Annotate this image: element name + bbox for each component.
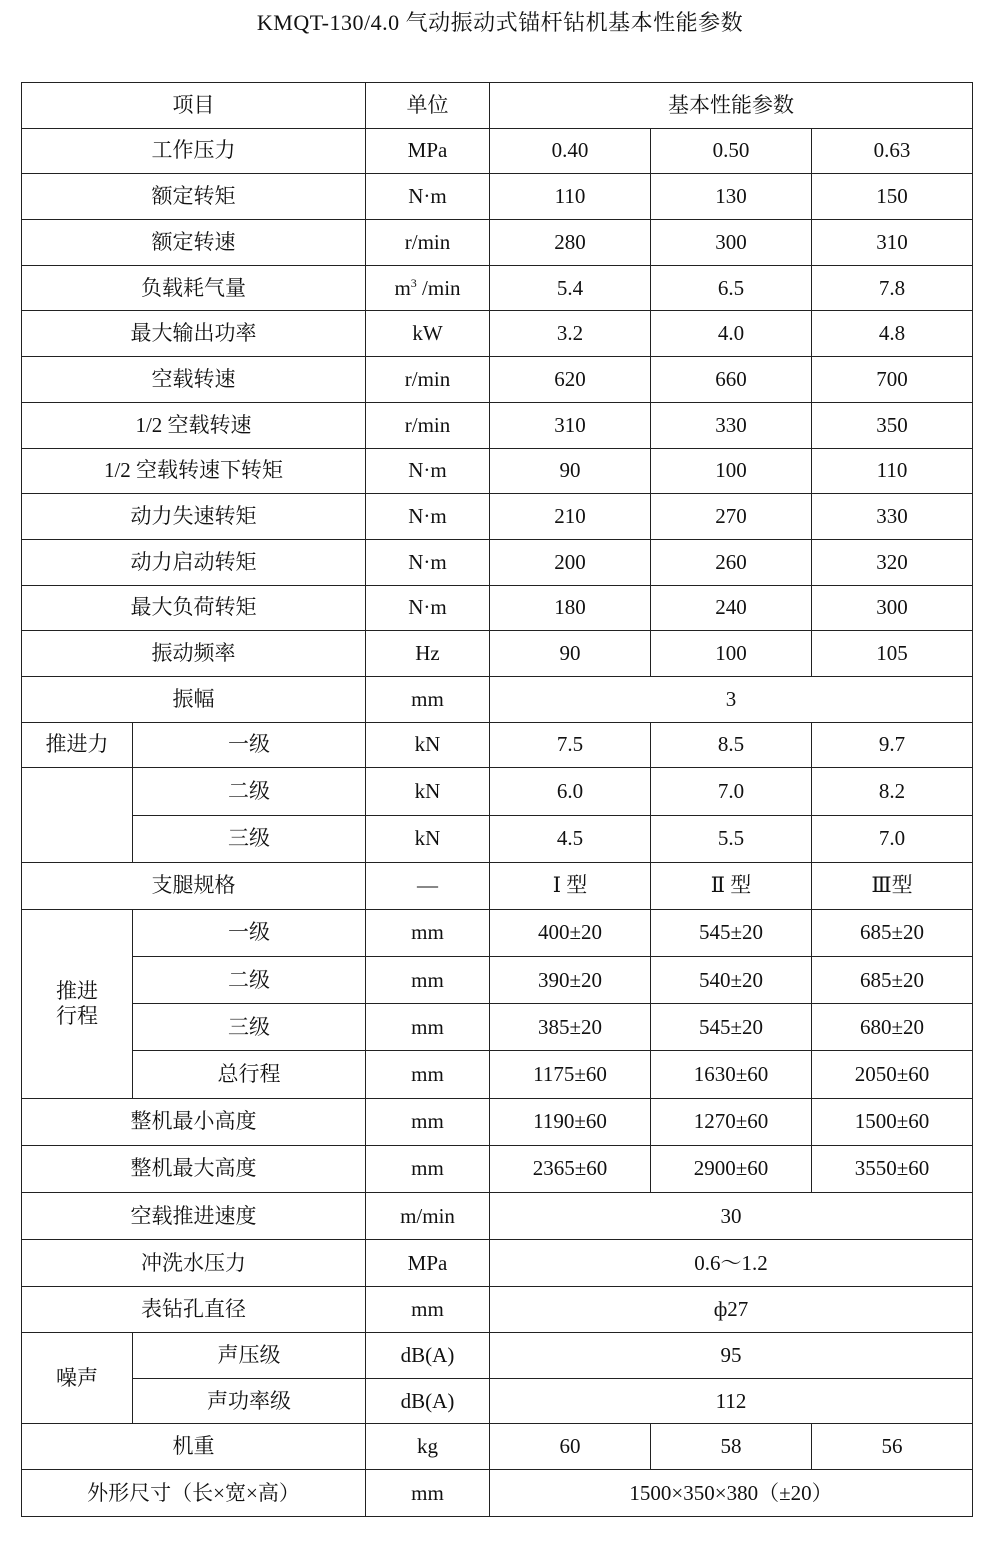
header-row: [22, 83, 973, 129]
row-value: 300: [651, 220, 812, 266]
row-value: 620: [490, 357, 651, 403]
row-sublabel: 声功率级: [133, 1378, 366, 1424]
row-label: 机重: [22, 1424, 366, 1470]
row-unit: MPa: [366, 1240, 490, 1287]
row-label: 外形尺寸（长×宽×高）: [22, 1470, 366, 1517]
row-value: Ⅰ 型: [490, 862, 651, 909]
row-value: 330: [651, 402, 812, 448]
group-label-line: 推进: [56, 978, 98, 1003]
row-unit: r/min: [366, 402, 490, 448]
row-value: 95: [490, 1333, 973, 1379]
table-row: [22, 128, 973, 174]
row-value: 90: [490, 448, 651, 494]
row-sublabel: 一级: [133, 909, 366, 956]
group-label-line: 行程: [56, 1003, 98, 1028]
row-label: 最大输出功率: [22, 311, 366, 357]
row-value: 8.5: [651, 722, 812, 768]
row-value: 300: [812, 585, 973, 631]
row-value: 60: [490, 1424, 651, 1470]
table-row: [22, 631, 973, 677]
table-row: [22, 1193, 973, 1240]
row-unit: dB(A): [366, 1378, 490, 1424]
row-label: 空载推进速度: [22, 1193, 366, 1240]
row-value: 7.8: [812, 265, 973, 311]
row-value: 700: [812, 357, 973, 403]
unit-superscript: 3: [410, 275, 417, 290]
row-value: 330: [812, 494, 973, 540]
row-value: 685±20: [812, 957, 973, 1004]
row-sublabel: 总行程: [133, 1051, 366, 1098]
row-value: 210: [490, 494, 651, 540]
table-row: [22, 722, 973, 768]
row-value: 240: [651, 585, 812, 631]
row-unit: mm: [366, 676, 490, 722]
row-value: 6.0: [490, 768, 651, 815]
row-label: 振动频率: [22, 631, 366, 677]
row-unit: mm: [366, 1051, 490, 1098]
group-label-stroke: [22, 909, 133, 1098]
row-value: ф27: [490, 1287, 973, 1333]
row-value: 6.5: [651, 265, 812, 311]
table-row: [22, 539, 973, 585]
row-value: 5.5: [651, 815, 812, 862]
row-value: 545±20: [651, 1004, 812, 1051]
table-row: [22, 494, 973, 540]
row-label: 振幅: [22, 676, 366, 722]
row-value: 0.6～1.2: [490, 1240, 973, 1287]
table-row: [22, 1424, 973, 1470]
row-value: 390±20: [490, 957, 651, 1004]
row-value: 385±20: [490, 1004, 651, 1051]
row-value: 4.5: [490, 815, 651, 862]
row-unit: N·m: [366, 539, 490, 585]
page-title: KMQT-130/4.0 气动振动式锚杆钻机基本性能参数: [256, 10, 744, 35]
row-value: 7.0: [651, 768, 812, 815]
row-sublabel: 三级: [133, 1004, 366, 1051]
group-label-thrust: 推进力: [22, 722, 133, 768]
row-value: 320: [812, 539, 973, 585]
row-unit: mm: [366, 1004, 490, 1051]
header-params: 基本性能参数: [490, 83, 973, 129]
row-value: 1630±60: [651, 1051, 812, 1098]
row-label: 最大负荷转矩: [22, 585, 366, 631]
row-label: 1/2 空载转速下转矩: [22, 448, 366, 494]
table-row: [22, 1051, 973, 1098]
row-value: 200: [490, 539, 651, 585]
row-label: 1/2 空载转速: [22, 402, 366, 448]
row-value: 1500×350×380（±20）: [490, 1470, 973, 1517]
table-row: [22, 402, 973, 448]
row-unit: mm: [366, 1470, 490, 1517]
row-value: 1175±60: [490, 1051, 651, 1098]
row-label: 额定转速: [22, 220, 366, 266]
row-value: 2050±60: [812, 1051, 973, 1098]
table-row: [22, 768, 973, 815]
row-value: 1270±60: [651, 1098, 812, 1145]
row-value: 150: [812, 174, 973, 220]
row-unit: N·m: [366, 448, 490, 494]
row-value: 110: [490, 174, 651, 220]
row-sublabel: 一级: [133, 722, 366, 768]
row-value: 1190±60: [490, 1098, 651, 1145]
table-row: [22, 1145, 973, 1192]
row-value: 105: [812, 631, 973, 677]
row-value: 112: [490, 1378, 973, 1424]
row-label: 整机最大高度: [22, 1145, 366, 1192]
row-sublabel: 声压级: [133, 1333, 366, 1379]
row-unit: kg: [366, 1424, 490, 1470]
table-row: [22, 220, 973, 266]
table-row: [22, 862, 973, 909]
row-value: 4.0: [651, 311, 812, 357]
table-row: [22, 1098, 973, 1145]
row-unit: mm: [366, 909, 490, 956]
table-row: [22, 1004, 973, 1051]
table-row: [22, 357, 973, 403]
row-value: 7.5: [490, 722, 651, 768]
row-unit: m/min: [366, 1193, 490, 1240]
table-row: [22, 957, 973, 1004]
row-unit: mm: [366, 1287, 490, 1333]
row-sublabel: 二级: [133, 957, 366, 1004]
row-value: 2365±60: [490, 1145, 651, 1192]
header-unit: 单位: [366, 83, 490, 129]
row-value: 310: [490, 402, 651, 448]
row-value: 540±20: [651, 957, 812, 1004]
row-value: 400±20: [490, 909, 651, 956]
group-empty-cell: [22, 768, 133, 862]
row-value: 0.63: [812, 128, 973, 174]
row-value: 130: [651, 174, 812, 220]
table-row: [22, 265, 973, 311]
row-label: 支腿规格: [22, 862, 366, 909]
table-row: [22, 1287, 973, 1333]
row-value: 3.2: [490, 311, 651, 357]
row-unit: Hz: [366, 631, 490, 677]
spec-table: [21, 82, 973, 1517]
row-value: 58: [651, 1424, 812, 1470]
row-value: 310: [812, 220, 973, 266]
unit-base: m: [394, 275, 411, 300]
row-value: 680±20: [812, 1004, 973, 1051]
row-value: 7.0: [812, 815, 973, 862]
row-value: 280: [490, 220, 651, 266]
table-row: [22, 909, 973, 956]
row-value: 5.4: [490, 265, 651, 311]
row-unit: mm: [366, 957, 490, 1004]
row-unit: N·m: [366, 585, 490, 631]
row-value: 56: [812, 1424, 973, 1470]
row-value: 100: [651, 448, 812, 494]
table-row: [22, 174, 973, 220]
row-unit: r/min: [366, 357, 490, 403]
row-label: 负载耗气量: [22, 265, 366, 311]
row-sublabel: 二级: [133, 768, 366, 815]
row-unit: r/min: [366, 220, 490, 266]
row-unit: mm: [366, 1098, 490, 1145]
row-unit: dB(A): [366, 1333, 490, 1379]
unit-rest: /min: [416, 275, 461, 300]
row-label: 动力失速转矩: [22, 494, 366, 540]
table-row: [22, 1240, 973, 1287]
row-value: 0.50: [651, 128, 812, 174]
row-label: 额定转矩: [22, 174, 366, 220]
row-label: 工作压力: [22, 128, 366, 174]
group-label-noise: 噪声: [22, 1333, 133, 1424]
table-row: [22, 311, 973, 357]
row-sublabel: 三级: [133, 815, 366, 862]
row-value: 260: [651, 539, 812, 585]
row-unit: mm: [366, 1145, 490, 1192]
table-row: [22, 815, 973, 862]
row-value: 350: [812, 402, 973, 448]
row-unit: kW: [366, 311, 490, 357]
row-value: 685±20: [812, 909, 973, 956]
row-unit: N·m: [366, 174, 490, 220]
row-value: 2900±60: [651, 1145, 812, 1192]
row-label: 整机最小高度: [22, 1098, 366, 1145]
row-unit: kN: [366, 722, 490, 768]
row-unit: N·m: [366, 494, 490, 540]
row-value: 110: [812, 448, 973, 494]
row-value: 0.40: [490, 128, 651, 174]
row-value: 30: [490, 1193, 973, 1240]
row-unit: MPa: [366, 128, 490, 174]
row-value: 3: [490, 676, 973, 722]
table-row: [22, 676, 973, 722]
row-value: 180: [490, 585, 651, 631]
row-value: Ⅲ型: [812, 862, 973, 909]
table-row: [22, 585, 973, 631]
row-unit: —: [366, 862, 490, 909]
row-value: 270: [651, 494, 812, 540]
row-value: 90: [490, 631, 651, 677]
table-row: [22, 1470, 973, 1517]
table-row: [22, 448, 973, 494]
table-row: [22, 1333, 973, 1379]
row-value: 9.7: [812, 722, 973, 768]
header-item: 项目: [22, 83, 366, 129]
row-value: 100: [651, 631, 812, 677]
row-value: 8.2: [812, 768, 973, 815]
row-unit: kN: [366, 768, 490, 815]
row-value: 4.8: [812, 311, 973, 357]
row-value: 660: [651, 357, 812, 403]
row-label: 冲洗水压力: [22, 1240, 366, 1287]
row-label: 空载转速: [22, 357, 366, 403]
row-value: 545±20: [651, 909, 812, 956]
table-row: [22, 1378, 973, 1424]
row-label: 表钻孔直径: [22, 1287, 366, 1333]
row-unit: [366, 265, 490, 311]
row-value: 3550±60: [812, 1145, 973, 1192]
row-unit: kN: [366, 815, 490, 862]
row-label: 动力启动转矩: [22, 539, 366, 585]
row-value: 1500±60: [812, 1098, 973, 1145]
row-value: Ⅱ 型: [651, 862, 812, 909]
